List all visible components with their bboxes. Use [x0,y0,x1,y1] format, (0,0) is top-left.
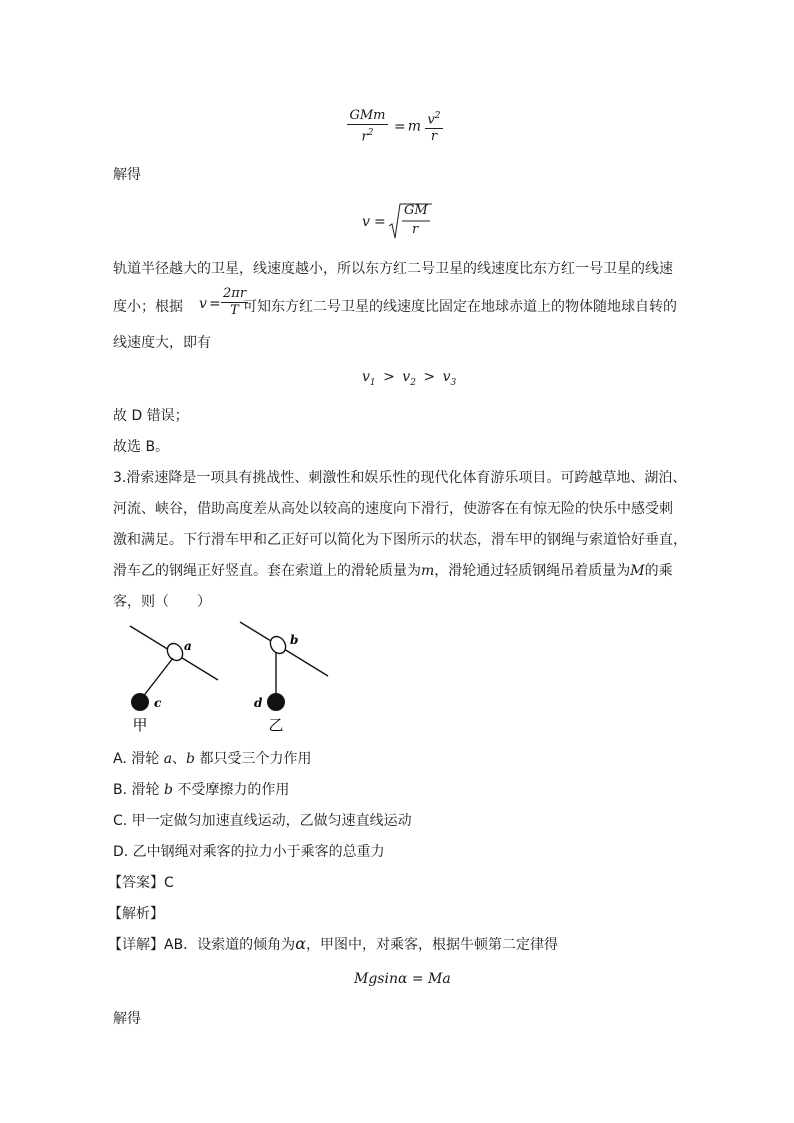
paragraph-velocity-comparison-line2: 度小；根据 v = $\frac{2\pi r}{T}$ 可知东方红二号卫星的线速度比固定在地球赤道上的物体随地球自转的 [113,286,677,318]
answer-value: C [164,875,174,891]
option-d: D. 乙中钢绳对乘客的拉力小于乘客的总重力 [113,844,385,860]
option-c: C. 甲一定做匀加速直线运动，乙做匀速直线运动 [113,813,412,829]
conclusion-select-b: 故选 B。 [113,439,170,455]
solve-label-1: 解得 [113,167,141,183]
question-3-line2: 河流、峡谷，借助高度差从高处以较高的速度向下滑行，使游客在有惊无险的快乐中感受刺 [113,501,673,517]
analysis-label: 【解析】 [108,906,164,922]
option-a: A. 滑轮 a、b 都只受三个力作用 [113,751,312,767]
equation-velocity-inequality: $v_1 > v_2 > v_3$ [362,369,457,388]
question-3-line4: 滑车乙的钢绳正好竖直。套在索道上的滑轮质量为m，滑轮通过轻质钢绳吊着质量为M的乘 [113,563,673,579]
passenger-c [131,693,149,711]
label-c: c [154,696,162,710]
passenger-d [267,693,285,711]
equation-gravity-centripetal: $\frac{\text{GMm}}{r^2}$ = m $\frac{v^2}{r}$ [349,108,441,145]
answer-line [108,872,174,892]
conclusion-d-wrong: 故 D 错误； [113,408,189,424]
paragraph-velocity-comparison-line1: 轨道半径越大的卫星，线速度越小，所以东方红二号卫星的线速度比东方红一号卫星的线速 [113,261,673,277]
question-3-line3: 激和满足。下行滑车甲和乙正好可以简化为下图所示的状态，滑车甲的钢绳与索道恰好垂直， [113,532,687,548]
pulley-b [267,634,288,657]
paragraph-velocity-comparison-line3: 线速度大，即有 [113,335,211,351]
rope-left [142,658,173,698]
solve-label-2: 解得 [113,1011,141,1027]
fraction-v2-over-r: $\frac{v^2}{r}$ [425,108,442,145]
sqrt-radical-icon [362,200,442,244]
fraction-gmm-over-r2: $\frac{\text{GMm}}{r^2}$ [349,108,386,145]
caption-yi: 乙 [268,716,284,734]
label-a: a [184,639,192,653]
pulley-a [164,641,185,664]
caption-jia: 甲 [132,716,148,734]
answer-label: 【答案】 [108,875,164,891]
equation-newton-second-law: Mgsinα = Ma [354,971,451,987]
question-3-line1: 3.滑索速降是一项具有挑战性、刺激性和娱乐性的现代化体育游乐项目。可跨越草地、湖泊、 [113,470,687,486]
label-d: d [254,696,263,710]
option-b: B. 滑轮 b 不受摩擦力的作用 [113,782,290,798]
equation-orbital-velocity: v = GM r [362,200,442,244]
pulley-diagram [120,618,350,738]
fraction-2pir-over-t: $\frac{2\pi r}{T}$ [223,286,247,318]
detail-line: 【详解】AB．设索道的倾角为α，甲图中，对乘客，根据牛顿第二定律得 [108,934,558,953]
label-b: b [290,633,299,647]
question-3-line5: 客，则（ ） [113,594,211,610]
